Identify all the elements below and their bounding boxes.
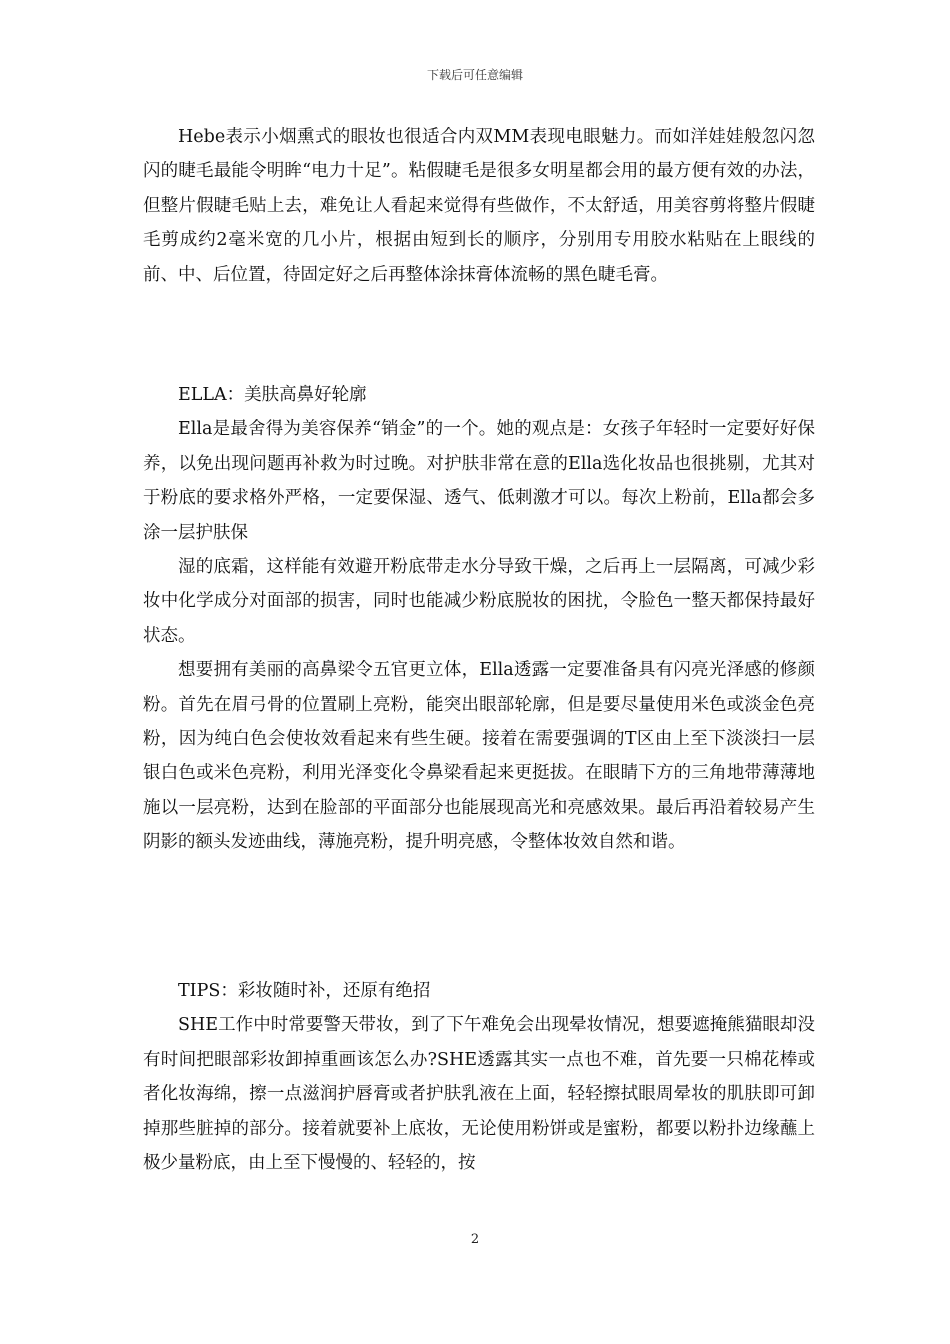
- section-heading: ELLA：美肤高鼻好轮廓: [178, 385, 367, 405]
- page-header: 下载后可任意编辑: [426, 68, 523, 82]
- paragraph: Ella是最舍得为美容保养“销金”的一个。她的观点是：女孩子年轻时一定要好好保养，以免出现问题再补救为时过晚。对护肤非常在意的Ella选化妆品也很挑剔，尤其对于粉底的要求格外严格，一定要保湿、透气、低刺激才可以。每次上粉前，Ella都会多涂一层护肤保: [143, 419, 815, 543]
- paragraph: SHE工作中时常要警天带妆，到了下午难免会出现晕妆情况，想要遮掩熊猫眼却没有时间把眼部彩妆卸掉重画该怎么办?SHE透露其实一点也不难，首先要一只棉花棒或者化妆海绵，擦一点滋润护唇膏或者护肤乳液在上面，轻轻擦拭眼周晕妆的肌肤即可卸掉那些脏掉的部分。接着就要补上底妆，无论使用粉饼或是蜜粉，都要以粉扑边缘蘸上极少量粉底，由上至下慢慢的、轻轻的，按: [143, 1015, 815, 1174]
- section-heading: TIPS：彩妆随时补，还原有绝招: [178, 981, 431, 1001]
- ella-section: [143, 378, 815, 860]
- tips-section: [143, 974, 815, 1180]
- intro-section: [143, 120, 815, 292]
- page-number: 2: [470, 1232, 480, 1247]
- paragraph: 湿的底霜，这样能有效避开粉底带走水分导致干燥，之后再上一层隔离，可减少彩妆中化学成分对面部的损害，同时也能减少粉底脱妆的困扰，令脸色一整天都保持最好状态。: [143, 557, 815, 646]
- paragraph: Hebe表示小烟熏式的眼妆也很适合内双MM表现电眼魅力。而如洋娃娃般忽闪忽闪的睫毛最能令明眸“电力十足”。粘假睫毛是很多女明星都会用的最方便有效的办法，但整片假睫毛贴上去，难免让人看起来觉得有些做作，不太舒适，用美容剪将整片假睫毛剪成约2毫米宽的几小片，根据由短到长的顺序，分别用专用胶水粘贴在上眼线的前、中、后位置，待固定好之后再整体涂抹膏体流畅的黑色睫毛膏。: [143, 127, 815, 285]
- paragraph: 想要拥有美丽的高鼻梁令五官更立体，Ella透露一定要准备具有闪亮光泽感的修颜粉。首先在眉弓骨的位置刷上亮粉，能突出眼部轮廓，但是要尽量使用米色或淡金色亮粉，因为纯白色会使妆效看起来有些生硬。接着在需要强调的T区由上至下淡淡扫一层银白色或米色亮粉，利用光泽变化令鼻梁看起来更挺拔。在眼睛下方的三角地带薄薄地施以一层亮粉，达到在脸部的平面部分也能展现高光和亮感效果。最后再沿着较易产生阴影的额头发迹曲线，薄施亮粉，提升明亮感，令整体妆效自然和谐。: [143, 660, 815, 853]
